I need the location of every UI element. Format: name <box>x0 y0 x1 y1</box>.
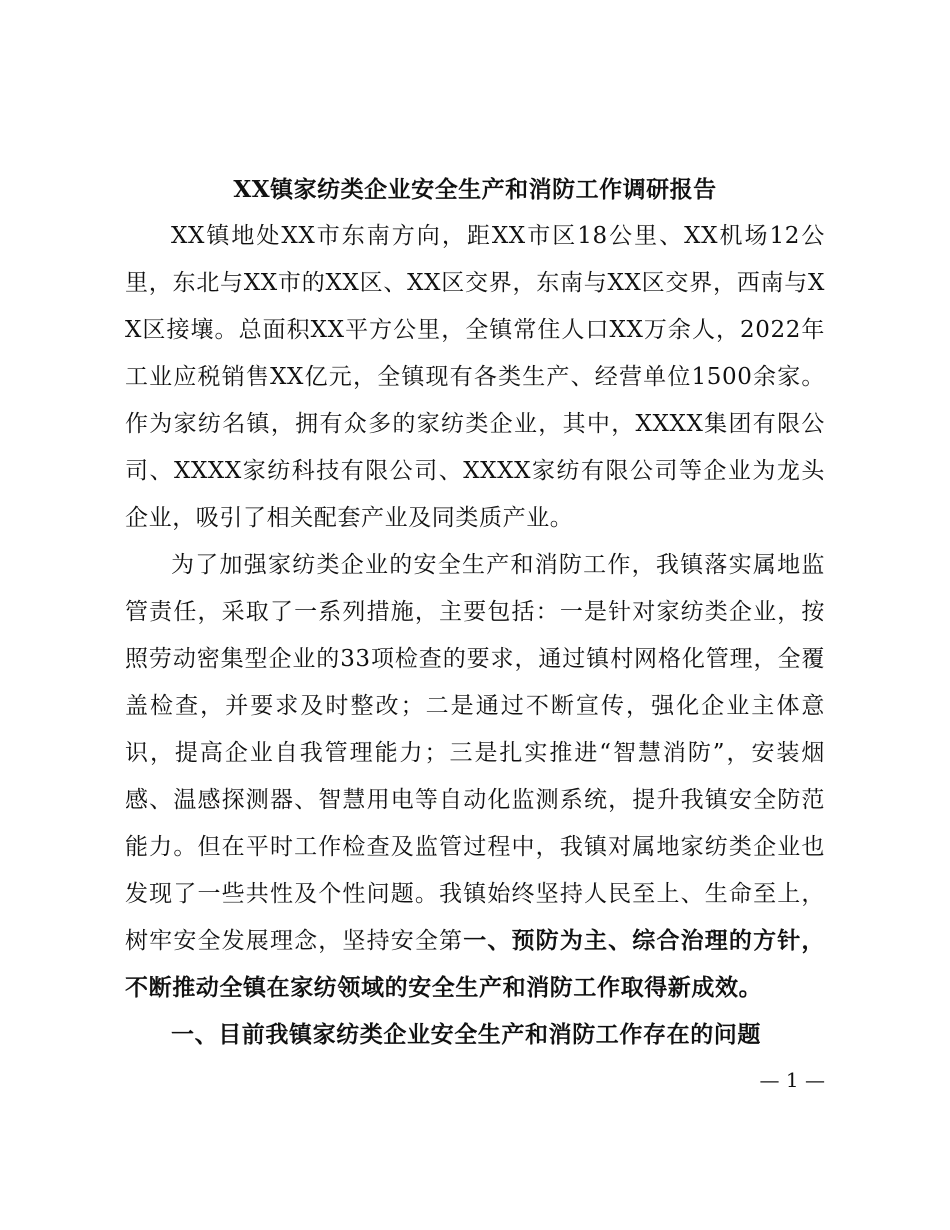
page-number: — 1 — <box>759 1068 825 1092</box>
paragraph-measures-bold-text: 一、预防为主、综合治理的方针，不断推动全镇在家纺领域的安全生产和消防工作取得新成效。 <box>125 928 825 1001</box>
section-heading-problems: 一、目前我镇家纺类企业安全生产和消防工作存在的问题 <box>171 1022 761 1048</box>
paragraph-overview-text: XX镇地处XX市东南方向，距XX市区18公里、XX机场12公里，东北与XX市的XX区、XX区交界，东南与XX区交界，西南与XX区接壤。总面积XX平方公里，全镇常住人口XX万余人，2022年工业应税销售XX亿元，全镇现有各类生产、经营单位1500余家。作为家纺名镇，拥有众多的家纺类企业，其中，XXXX集团有限公司、XXXX家纺科技有限公司、XXXX家纺有限公司等企业为龙头企业，吸引了相关配套产业及同类质产业。 <box>125 223 825 531</box>
paragraph-measures <box>125 542 825 1012</box>
paragraph-overview <box>125 213 825 542</box>
paragraph-measures-text: 为了加强家纺类企业的安全生产和消防工作，我镇落实属地监管责任，采取了一系列措施，主要包括：一是针对家纺类企业，按照劳动密集型企业的33项检查的要求，通过镇村网格化管理，全覆盖检查，并要求及时整改；二是通过不断宣传，强化企业主体意识，提高企业自我管理能力；三是扎实推进“智慧消防”，安装烟感、温感探测器、智慧用电等自动化监测系统，提升我镇安全防范能力。但在平时工作检查及监管过程中，我镇对属地家纺类企业也发现了一些共性及个性问题。我镇始终坚持人民至上、生命至上，树牢安全发展理念，坚持安全第 <box>125 552 825 954</box>
document-title: XX镇家纺类企业安全生产和消防工作调研报告 <box>233 176 717 203</box>
document-body <box>125 213 825 1059</box>
